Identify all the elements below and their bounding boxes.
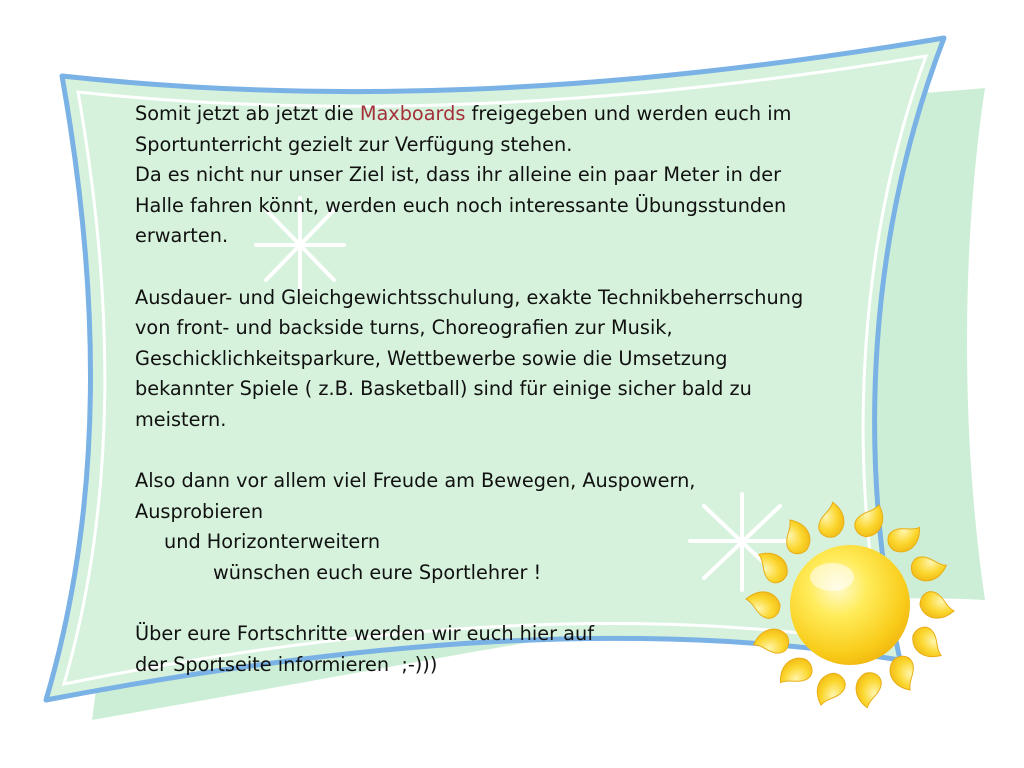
paragraph-spacer [135, 436, 865, 467]
text-line: und Horizonterweitern [164, 530, 381, 554]
message-text [135, 99, 865, 680]
text-line: Da es nicht nur unser Ziel ist, dass ihr alleine ein paar Meter in der [135, 163, 782, 187]
maxboards-highlight: Maxboards [359, 102, 466, 125]
text-line: Also dann vor allem viel Freude am Bewegen, Auspowern, [135, 469, 696, 493]
text-line: Ausprobieren [135, 499, 264, 523]
text-line: von front- und backside turns, Choreografien zur Musik, [135, 316, 673, 340]
text-line: der Sportseite informieren ;-))) [135, 652, 438, 676]
text-line: Ausdauer- und Gleichgewichtsschulung, exakte Technikbeherrschung [135, 285, 804, 309]
text-line: Geschicklichkeitsparkure, Wettbewerbe sowie die Umsetzung [135, 346, 728, 370]
paragraph-spacer [135, 589, 865, 620]
text-line: meistern. [135, 407, 227, 431]
sun-ray [907, 623, 949, 662]
text-line: bekannter Spiele ( z.B. Basketball) sind für einige sicher bald zu [135, 377, 752, 401]
signature-line: wünschen euch eure Sportlehrer ! [213, 560, 542, 584]
text-line: Über eure Fortschritte werden wir euch hier auf [135, 622, 595, 646]
text-line: Halle fahren könnt, werden euch noch interessante Übungsstunden [135, 193, 787, 217]
text-line: erwarten. [135, 224, 229, 248]
text-line: Sportunterricht gezielt zur Verfügung stehen. [135, 132, 573, 156]
text-line: Somit jetzt ab jetzt die Maxboards freigegeben und werden euch im [135, 102, 792, 125]
paragraph-spacer [135, 252, 865, 283]
